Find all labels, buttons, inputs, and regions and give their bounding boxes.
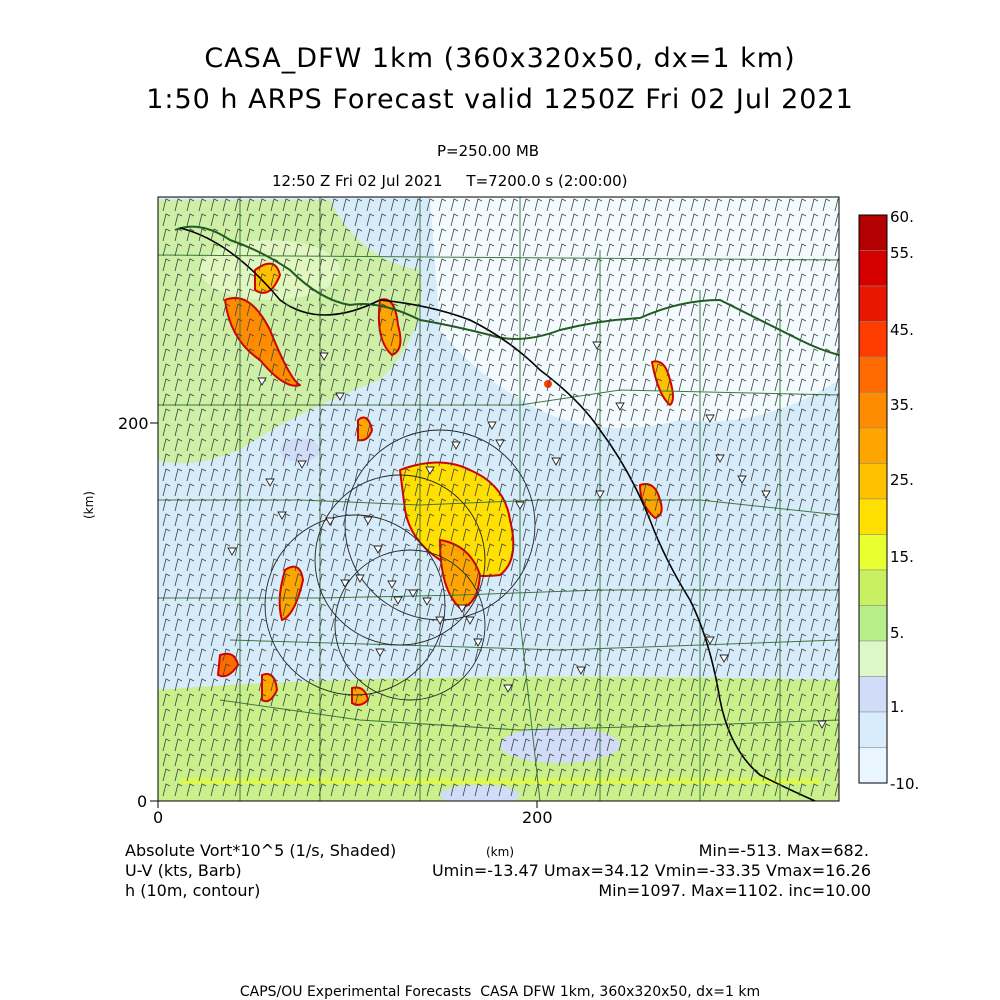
x-axis-unit: (km)	[486, 845, 515, 859]
contour-variable-label: h (10m, contour)	[125, 881, 261, 900]
chart-title-line2: 1:50 h ARPS Forecast valid 1250Z Fri 02 Jul 2021	[146, 84, 854, 115]
colorbar-label: 5.	[890, 624, 905, 642]
shaded-variable-label: Absolute Vort*10^5 (1/s, Shaded)	[125, 841, 397, 860]
y-tick-label-200: 200	[118, 414, 149, 433]
pressure-level-label: P=250.00 MB	[437, 142, 540, 160]
colorbar-label: 55.	[890, 244, 914, 262]
colorbar-swatch	[859, 322, 887, 358]
colorbar-swatch	[859, 499, 887, 535]
chart-title-line1: CASA_DFW 1km (360x320x50, dx=1 km)	[204, 43, 796, 74]
colorbar-swatch	[859, 464, 887, 500]
colorbar-swatch	[859, 641, 887, 677]
colorbar-swatch	[859, 357, 887, 393]
barb-variable-label: U-V (kts, Barb)	[125, 861, 242, 880]
valid-time-label: 12:50 Z Fri 02 Jul 2021 T=7200.0 s (2:00:00)	[272, 172, 628, 190]
colorbar-label: 60.	[890, 208, 914, 226]
colorbar-swatch	[859, 712, 887, 748]
vorticity-patch	[280, 438, 320, 462]
colorbar-swatch	[859, 393, 887, 429]
shaded-stats: Min=-513. Max=682.	[698, 841, 869, 860]
colorbar-label: 45.	[890, 321, 914, 339]
colorbar-swatch	[859, 677, 887, 713]
colorbar-label: 15.	[890, 548, 914, 566]
colorbar-swatch	[859, 748, 887, 784]
y-axis-unit: (km)	[82, 490, 97, 520]
colorbar	[859, 215, 887, 783]
contour-stats: Min=1097. Max=1102. inc=10.00	[598, 881, 871, 900]
colorbar-label: 25.	[890, 471, 914, 489]
colorbar-swatch	[859, 286, 887, 322]
colorbar-swatch	[859, 570, 887, 606]
colorbar-label: -10.	[890, 775, 920, 793]
colorbar-swatch	[859, 215, 887, 251]
y-tick-label-0: 0	[137, 792, 148, 811]
colorbar-label: 1.	[890, 698, 905, 716]
wind-stats: Umin=-13.47 Umax=34.12 Vmin=-33.35 Vmax=16.26	[431, 861, 871, 880]
credit-line: CAPS/OU Experimental Forecasts CASA DFW 1km, 360x320x50, dx=1 km	[239, 984, 761, 1000]
vorticity-band	[180, 778, 820, 784]
colorbar-swatch	[859, 251, 887, 287]
colorbar-label: 35.	[890, 396, 914, 414]
colorbar-swatch	[859, 535, 887, 571]
colorbar-swatch	[859, 428, 887, 464]
x-tick-label-200: 200	[522, 808, 553, 827]
colorbar-swatch	[859, 606, 887, 642]
vorticity-patch	[440, 785, 520, 805]
x-tick-label-0: 0	[153, 808, 164, 827]
map-area	[158, 197, 842, 805]
